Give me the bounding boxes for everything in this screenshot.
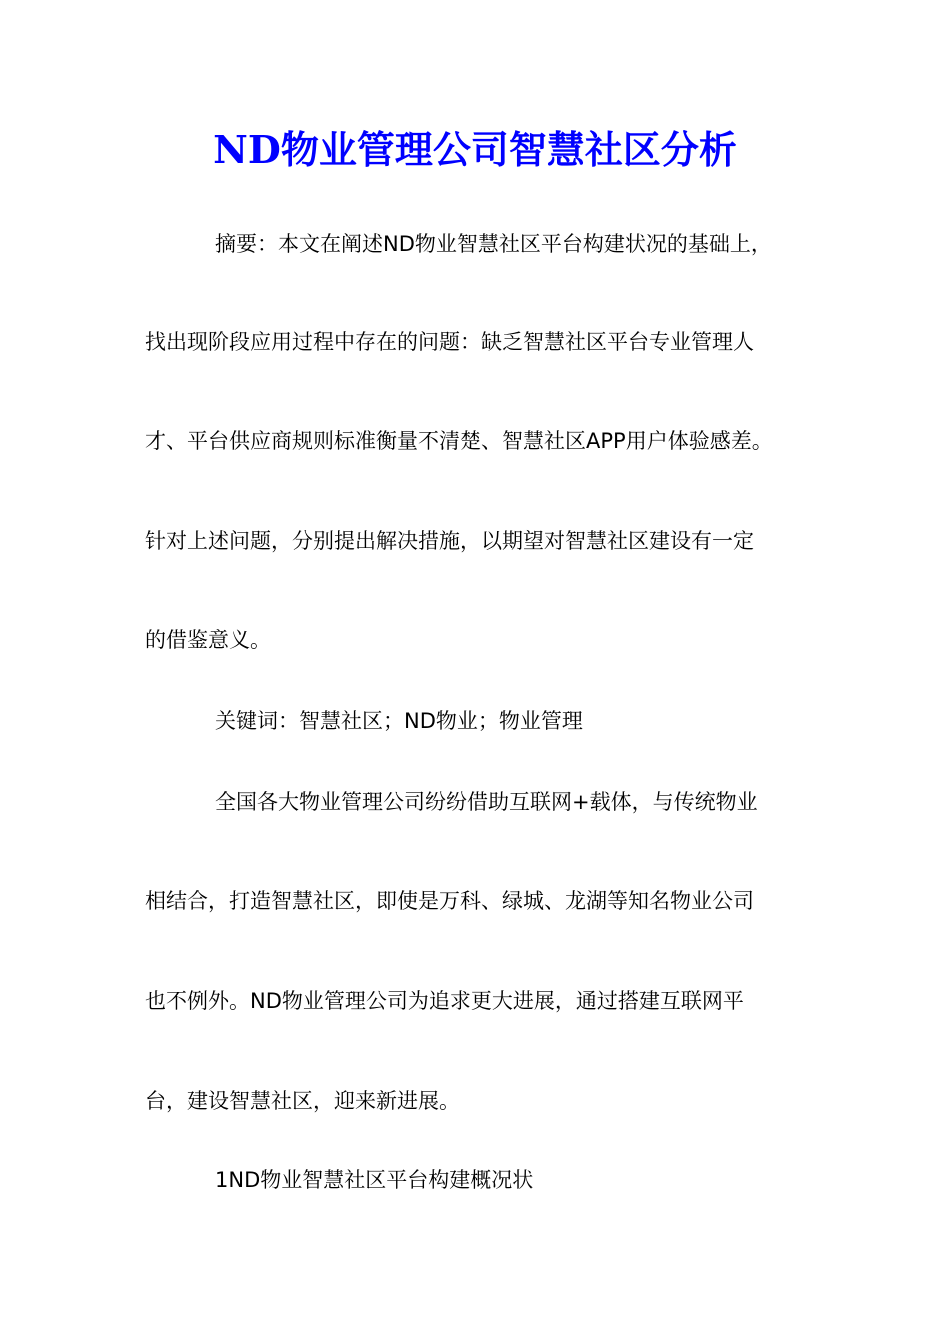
body-line: 相结合，打造智慧社区，即使是万科、绿城、龙湖等知名物业公司: [145, 889, 754, 913]
document-title: ND物业管理公司智慧社区分析: [213, 127, 737, 172]
body-line: 全国各大物业管理公司纷纷借助互联网+载体，与传统物业: [215, 790, 758, 814]
abstract-line: 针对上述问题，分别提出解决措施，以期望对智慧社区建设有一定: [145, 529, 754, 553]
body-line: 台，建设智慧社区，迎来新进展。: [145, 1089, 460, 1113]
section-heading: 1ND物业智慧社区平台构建概况状: [215, 1168, 534, 1192]
abstract-line: 的借鉴意义。: [145, 628, 271, 652]
abstract-line: 摘要：本文在阐述ND物业智慧社区平台构建状况的基础上，: [215, 232, 772, 256]
body-line: 也不例外。ND物业管理公司为追求更大进展，通过搭建互联网平: [145, 989, 744, 1013]
abstract-line: 找出现阶段应用过程中存在的问题：缺乏智慧社区平台专业管理人: [145, 330, 754, 354]
keywords-line: 关键词：智慧社区；ND物业；物业管理: [215, 709, 583, 733]
abstract-line: 才、平台供应商规则标准衡量不清楚、智慧社区APP用户体验感差。: [145, 429, 773, 453]
